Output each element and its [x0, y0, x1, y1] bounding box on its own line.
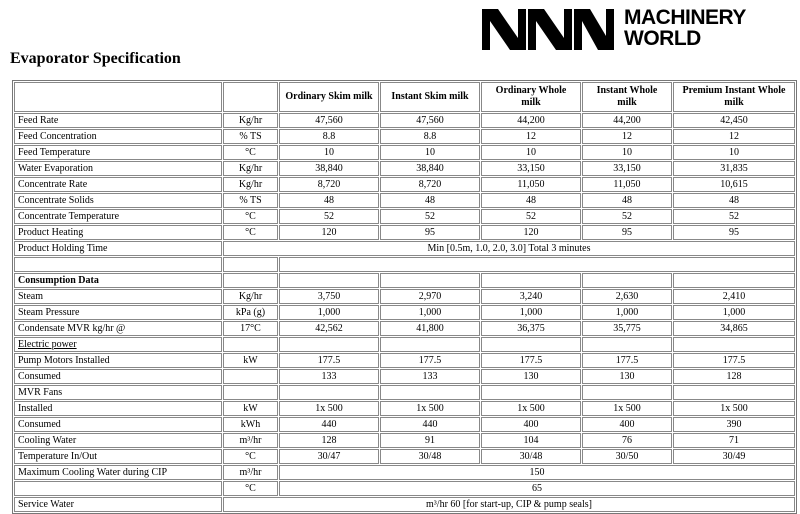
- cell-value: 10: [380, 145, 480, 160]
- row-label: Feed Rate: [14, 113, 222, 128]
- row-unit: °C: [223, 225, 278, 240]
- row-label: Water Evaporation: [14, 161, 222, 176]
- row-unit: kW: [223, 353, 278, 368]
- table-row-steam-pressure: [14, 305, 795, 320]
- cell-value: 10: [582, 145, 672, 160]
- empty-cell: [380, 385, 480, 400]
- cell-value: 91: [380, 433, 480, 448]
- cell-value: 52: [481, 209, 581, 224]
- cell-value: 2,410: [673, 289, 795, 304]
- empty-cell: [673, 273, 795, 288]
- logo-wordmark: [624, 7, 746, 49]
- empty-cell: [14, 257, 222, 272]
- cell-value: 1,000: [380, 305, 480, 320]
- cell-value: 1,000: [279, 305, 379, 320]
- cell-value: 30/48: [481, 449, 581, 464]
- cell-value: 44,200: [481, 113, 581, 128]
- table-row-product-holding-time: [14, 241, 795, 256]
- cell-value: 10: [279, 145, 379, 160]
- section-heading: Consumption Data: [14, 273, 222, 288]
- row-label: Consumed: [14, 369, 222, 384]
- cell-value: 1,000: [582, 305, 672, 320]
- row-unit: kPa (g): [223, 305, 278, 320]
- header-blank-unit: [223, 82, 278, 112]
- page-title: Evaporator Specification: [10, 50, 181, 67]
- row-label: Product Holding Time: [14, 241, 222, 256]
- row-label: Feed Concentration: [14, 129, 222, 144]
- row-label: Steam Pressure: [14, 305, 222, 320]
- cell-value: 52: [279, 209, 379, 224]
- cell-value: 95: [582, 225, 672, 240]
- row-label: Pump Motors Installed: [14, 353, 222, 368]
- row-unit: Kg/hr: [223, 177, 278, 192]
- cell-value: 177.5: [279, 353, 379, 368]
- cell-value: 1x 500: [582, 401, 672, 416]
- cell-value: 12: [673, 129, 795, 144]
- cell-value: 41,800: [380, 321, 480, 336]
- table-row-service-water: [14, 497, 795, 512]
- cell-value: 48: [279, 193, 379, 208]
- cell-value: 11,050: [582, 177, 672, 192]
- table-row-consumption-header: [14, 273, 795, 288]
- cell-value: 1x 500: [673, 401, 795, 416]
- cell-value: 10: [673, 145, 795, 160]
- logo-mark-shape-1: [482, 9, 526, 50]
- cell-value: 33,150: [582, 161, 672, 176]
- empty-cell: [481, 337, 581, 352]
- row-unit: Kg/hr: [223, 161, 278, 176]
- cell-value: 44,200: [582, 113, 672, 128]
- logo-word-machinery: MACHINERY: [624, 6, 746, 29]
- cell-value: 133: [380, 369, 480, 384]
- cell-value: 47,560: [279, 113, 379, 128]
- cell-value: 8.8: [279, 129, 379, 144]
- cell-value: 2,970: [380, 289, 480, 304]
- subsection-heading: MVR Fans: [14, 385, 222, 400]
- table-row-condensate-mvr: [14, 321, 795, 336]
- table-row-concentrate-solids: [14, 193, 795, 208]
- cell-value: 1x 500: [279, 401, 379, 416]
- cell-value: 177.5: [380, 353, 480, 368]
- empty-cell: [223, 257, 278, 272]
- cell-value: 47,560: [380, 113, 480, 128]
- cell-value: 76: [582, 433, 672, 448]
- cell-value: 48: [481, 193, 581, 208]
- cell-value: 31,835: [673, 161, 795, 176]
- table-row-concentrate-temperature: [14, 209, 795, 224]
- cell-value: 30/49: [673, 449, 795, 464]
- cell-value: 52: [673, 209, 795, 224]
- table-row-temperature-in-out: [14, 449, 795, 464]
- cell-value: 130: [582, 369, 672, 384]
- row-unit: Kg/hr: [223, 113, 278, 128]
- row-unit: °C: [223, 449, 278, 464]
- cell-value: 52: [582, 209, 672, 224]
- cell-value: 12: [582, 129, 672, 144]
- table-row-fans-installed: [14, 401, 795, 416]
- cell-value: 440: [279, 417, 379, 432]
- cell-value: 38,840: [279, 161, 379, 176]
- cell-value: 177.5: [673, 353, 795, 368]
- logo-mark-shape-2: [528, 9, 572, 50]
- column-header-ordinary-skim: Ordinary Skim milk: [279, 82, 379, 112]
- cell-value: 177.5: [481, 353, 581, 368]
- cell-value: 390: [673, 417, 795, 432]
- row-label: Service Water: [14, 497, 222, 512]
- empty-cell: [380, 273, 480, 288]
- cell-value: 128: [279, 433, 379, 448]
- empty-cell: [673, 385, 795, 400]
- cell-value: 133: [279, 369, 379, 384]
- table-row-concentrate-rate: [14, 177, 795, 192]
- row-unit: Kg/hr: [223, 289, 278, 304]
- empty-cell: [279, 337, 379, 352]
- column-header-instant-skim: Instant Skim milk: [380, 82, 480, 112]
- table-row-feed-concentration: [14, 129, 795, 144]
- empty-cell: [223, 337, 278, 352]
- empty-cell: [223, 385, 278, 400]
- holding-time-value: Min [0.5m, 1.0, 2.0, 3.0] Total 3 minutes: [223, 241, 795, 256]
- table-row-pump-motors: [14, 353, 795, 368]
- service-water-value: m³/hr 60 [for start-up, CIP & pump seals]: [223, 497, 795, 512]
- row-unit: °C: [223, 481, 278, 496]
- column-header-premium-instant-whole: Premium Instant Whole milk: [673, 82, 795, 112]
- cell-value: 30/47: [279, 449, 379, 464]
- empty-cell: [279, 273, 379, 288]
- cell-value: 128: [673, 369, 795, 384]
- cell-value: 1,000: [481, 305, 581, 320]
- cell-value: 35,775: [582, 321, 672, 336]
- empty-cell: [582, 385, 672, 400]
- cell-value: 130: [481, 369, 581, 384]
- empty-cell: [223, 273, 278, 288]
- empty-cell: [673, 337, 795, 352]
- row-unit: 17°C: [223, 321, 278, 336]
- header-blank-label: [14, 82, 222, 112]
- empty-cell: [481, 385, 581, 400]
- cip-cooling-water-value: 150: [279, 465, 795, 480]
- table-row-water-evaporation: [14, 161, 795, 176]
- empty-cell: [481, 273, 581, 288]
- cell-value: 177.5: [582, 353, 672, 368]
- cell-value: 42,562: [279, 321, 379, 336]
- table-row-product-heating: [14, 225, 795, 240]
- cell-value: 10: [481, 145, 581, 160]
- cell-value: 8,720: [279, 177, 379, 192]
- table-row-fans-consumed: [14, 417, 795, 432]
- cell-value: 120: [481, 225, 581, 240]
- cell-value: 52: [380, 209, 480, 224]
- table-row-cip-temperature: [14, 481, 795, 496]
- cell-value: 1x 500: [481, 401, 581, 416]
- column-header-ordinary-whole: Ordinary Whole milk: [481, 82, 581, 112]
- row-unit: °C: [223, 209, 278, 224]
- cell-value: 104: [481, 433, 581, 448]
- empty-cell: [279, 257, 795, 272]
- column-header-instant-whole: Instant Whole milk: [582, 82, 672, 112]
- cell-value: 48: [673, 193, 795, 208]
- cell-value: 34,865: [673, 321, 795, 336]
- cell-value: 48: [582, 193, 672, 208]
- cell-value: 8.8: [380, 129, 480, 144]
- cell-value: 38,840: [380, 161, 480, 176]
- empty-cell: [582, 273, 672, 288]
- logo-mark-shape-3: [574, 9, 614, 50]
- cell-value: 36,375: [481, 321, 581, 336]
- table-header-row: [14, 82, 795, 112]
- cell-value: 10,615: [673, 177, 795, 192]
- cell-value: 12: [481, 129, 581, 144]
- cell-value: 42,450: [673, 113, 795, 128]
- cell-value: 95: [380, 225, 480, 240]
- cell-value: 1,000: [673, 305, 795, 320]
- cell-value: 400: [582, 417, 672, 432]
- row-label: Maximum Cooling Water during CIP: [14, 465, 222, 480]
- row-label: Cooling Water: [14, 433, 222, 448]
- table-row-mvr-fans: [14, 385, 795, 400]
- empty-cell: [14, 481, 222, 496]
- table-row-max-cooling-water-cip: [14, 465, 795, 480]
- cell-value: 3,750: [279, 289, 379, 304]
- row-unit: kW: [223, 401, 278, 416]
- empty-cell: [223, 369, 278, 384]
- row-label: Concentrate Solids: [14, 193, 222, 208]
- cell-value: 95: [673, 225, 795, 240]
- row-unit: °C: [223, 145, 278, 160]
- row-unit: m³/hr: [223, 465, 278, 480]
- cell-value: 440: [380, 417, 480, 432]
- cell-value: 120: [279, 225, 379, 240]
- row-unit: % TS: [223, 129, 278, 144]
- table-row-cooling-water: [14, 433, 795, 448]
- cell-value: 1x 500: [380, 401, 480, 416]
- empty-cell: [582, 337, 672, 352]
- row-unit: kWh: [223, 417, 278, 432]
- row-label: Condensate MVR kg/hr @: [14, 321, 222, 336]
- table-row-steam: [14, 289, 795, 304]
- row-unit: m³/hr: [223, 433, 278, 448]
- cell-value: 48: [380, 193, 480, 208]
- cip-temperature-value: 65: [279, 481, 795, 496]
- table-row-feed-temperature: [14, 145, 795, 160]
- cell-value: 33,150: [481, 161, 581, 176]
- evaporator-spec-table: [12, 80, 797, 514]
- row-label: Installed: [14, 401, 222, 416]
- row-label: Concentrate Temperature: [14, 209, 222, 224]
- cell-value: 71: [673, 433, 795, 448]
- row-label: Temperature In/Out: [14, 449, 222, 464]
- table-row-spacer: [14, 257, 795, 272]
- row-unit: % TS: [223, 193, 278, 208]
- empty-cell: [279, 385, 379, 400]
- empty-cell: [380, 337, 480, 352]
- logo-word-world: WORLD: [624, 27, 701, 50]
- table-row-electric-power: [14, 337, 795, 352]
- table-row-feed-rate: [14, 113, 795, 128]
- cell-value: 30/48: [380, 449, 480, 464]
- cell-value: 30/50: [582, 449, 672, 464]
- subsection-heading: Electric power: [14, 337, 222, 352]
- cell-value: 2,630: [582, 289, 672, 304]
- cell-value: 3,240: [481, 289, 581, 304]
- row-label: Product Heating: [14, 225, 222, 240]
- table-row-pump-consumed: [14, 369, 795, 384]
- row-label: Concentrate Rate: [14, 177, 222, 192]
- row-label: Feed Temperature: [14, 145, 222, 160]
- cell-value: 11,050: [481, 177, 581, 192]
- row-label: Steam: [14, 289, 222, 304]
- row-label: Consumed: [14, 417, 222, 432]
- cell-value: 8,720: [380, 177, 480, 192]
- cell-value: 400: [481, 417, 581, 432]
